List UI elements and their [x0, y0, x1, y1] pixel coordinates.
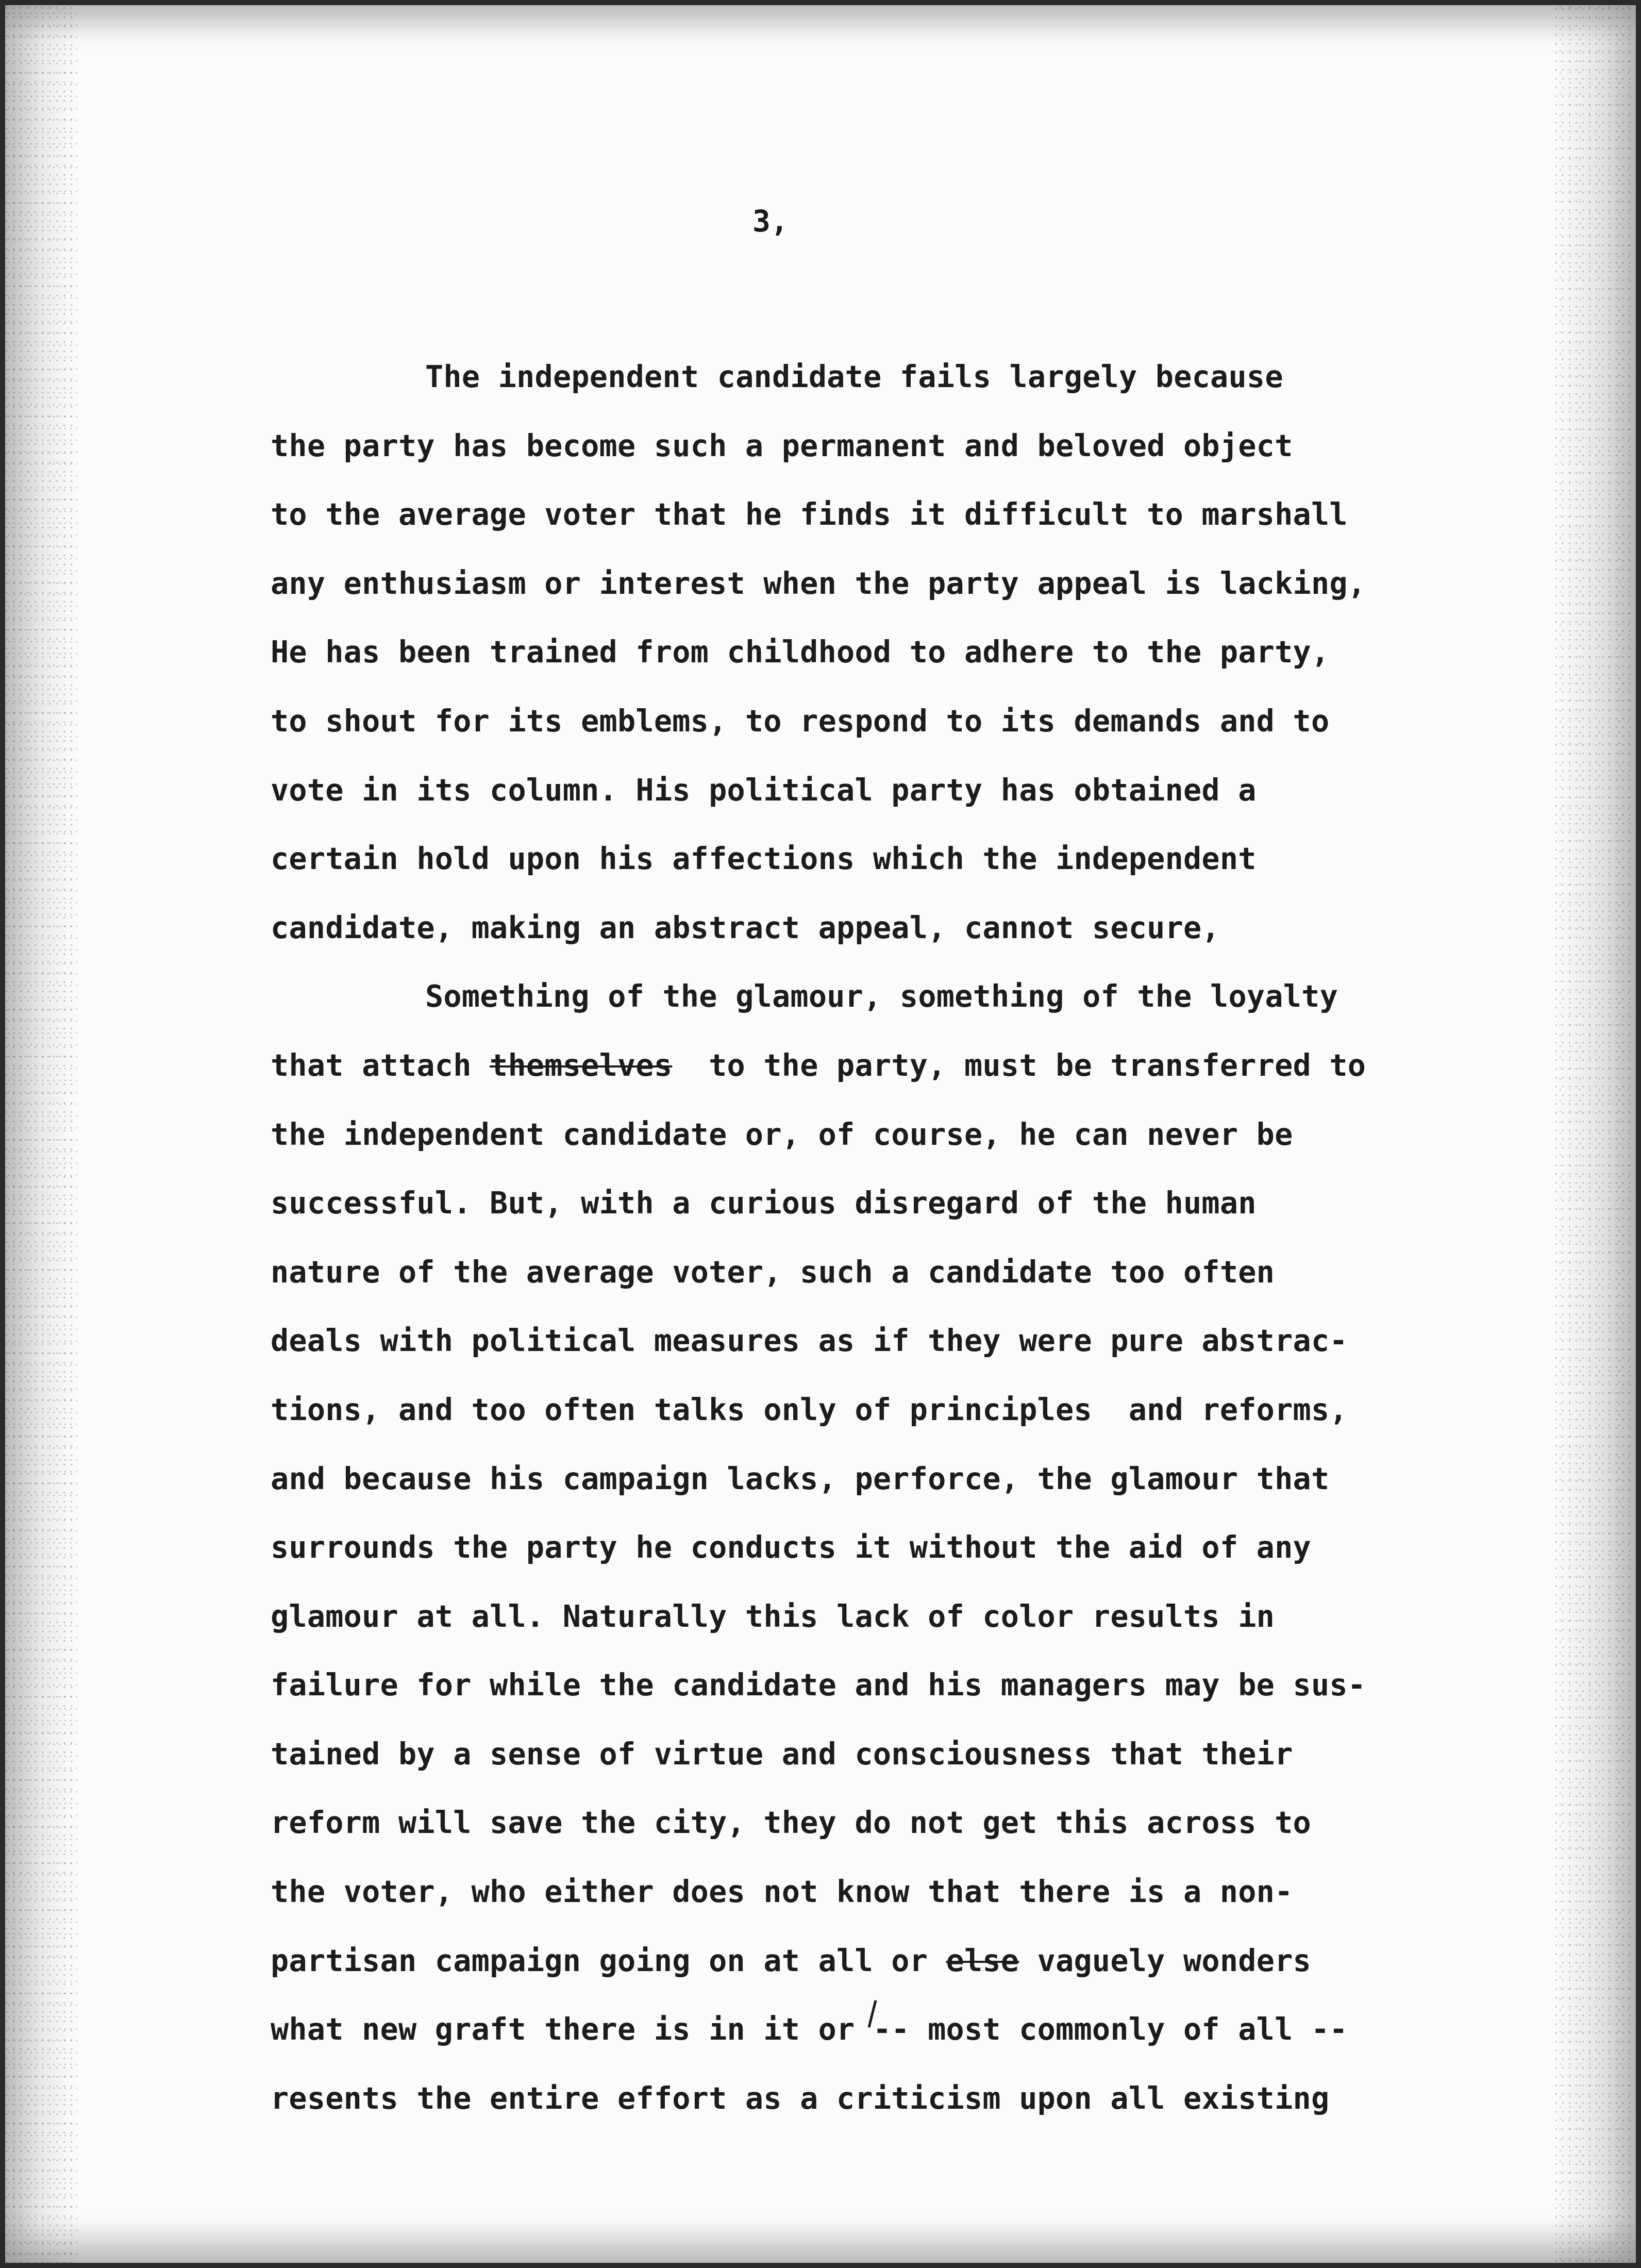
text-line: certain hold upon his affections which the independent [271, 841, 1257, 877]
text-line: what new graft there is in it or -- most commonly of all -- [271, 2012, 1348, 2047]
struck-word: else [946, 1943, 1019, 1978]
text-line: tions, and too often talks only of principles and reforms, [271, 1392, 1348, 1427]
scan-edge-left [5, 5, 77, 2263]
text-line: successful. But, with a curious disregard of the human [271, 1186, 1257, 1221]
text-line: tained by a sense of virtue and consciousness that their [271, 1736, 1293, 1772]
text-line: resents the entire effort as a criticism upon all existing [271, 2080, 1330, 2116]
text-line: to the average voter that he finds it difficult to marshall [271, 497, 1348, 532]
body-text [271, 343, 1451, 2133]
text-line: glamour at all. Naturally this lack of color results in [271, 1598, 1275, 1634]
scan-edge-right [1553, 5, 1636, 2263]
page-number: 3, [752, 204, 789, 239]
text-line: the independent candidate or, of course, he can never be [271, 1116, 1293, 1152]
text-line: to shout for its emblems, to respond to its demands and to [271, 703, 1330, 739]
struck-word: themselves [490, 1047, 673, 1083]
text-line: reform will save the city, they do not get this across to [271, 1805, 1311, 1841]
text-line: He has been trained from childhood to adhere to the party, [271, 635, 1330, 670]
scan-edge-top [5, 5, 1636, 41]
line-segment: that attach [271, 1047, 490, 1083]
text-line: deals with political measures as if they were pure abstrac- [271, 1323, 1348, 1359]
text-line: surrounds the party he conducts it without the aid of any [271, 1530, 1311, 1565]
text-line: any enthusiasm or interest when the party appeal is lacking, [271, 565, 1366, 601]
text-line: vote in its column. His political party has obtained a [271, 772, 1257, 808]
text-line: and because his campaign lacks, perforce, the glamour that [271, 1461, 1330, 1496]
text-line: Something of the glamour, something of the loyalty [425, 979, 1338, 1014]
text-line-with-strikeout [271, 1031, 1451, 1100]
text-line: candidate, making an abstract appeal, cannot secure, [271, 910, 1220, 945]
text-line: The independent candidate fails largely because [425, 359, 1283, 394]
line-segment: partisan campaign going on at all [271, 1943, 873, 1978]
text-line: failure for while the candidate and his managers may be sus- [271, 1667, 1366, 1703]
text-line: the party has become such a permanent and beloved object [271, 428, 1293, 463]
line-segment: to the party, must be transferred to [672, 1047, 1366, 1083]
text-line-with-edits [271, 1927, 1451, 1996]
text-line: nature of the average voter, such a candidate too often [271, 1254, 1275, 1290]
scan-edge-bottom [5, 2216, 1636, 2263]
line-segment: vaguely wonders [1019, 1943, 1311, 1978]
line-segment: or [873, 1943, 946, 1978]
text-line: the voter, who either does not know that there is a non- [271, 1874, 1293, 1910]
